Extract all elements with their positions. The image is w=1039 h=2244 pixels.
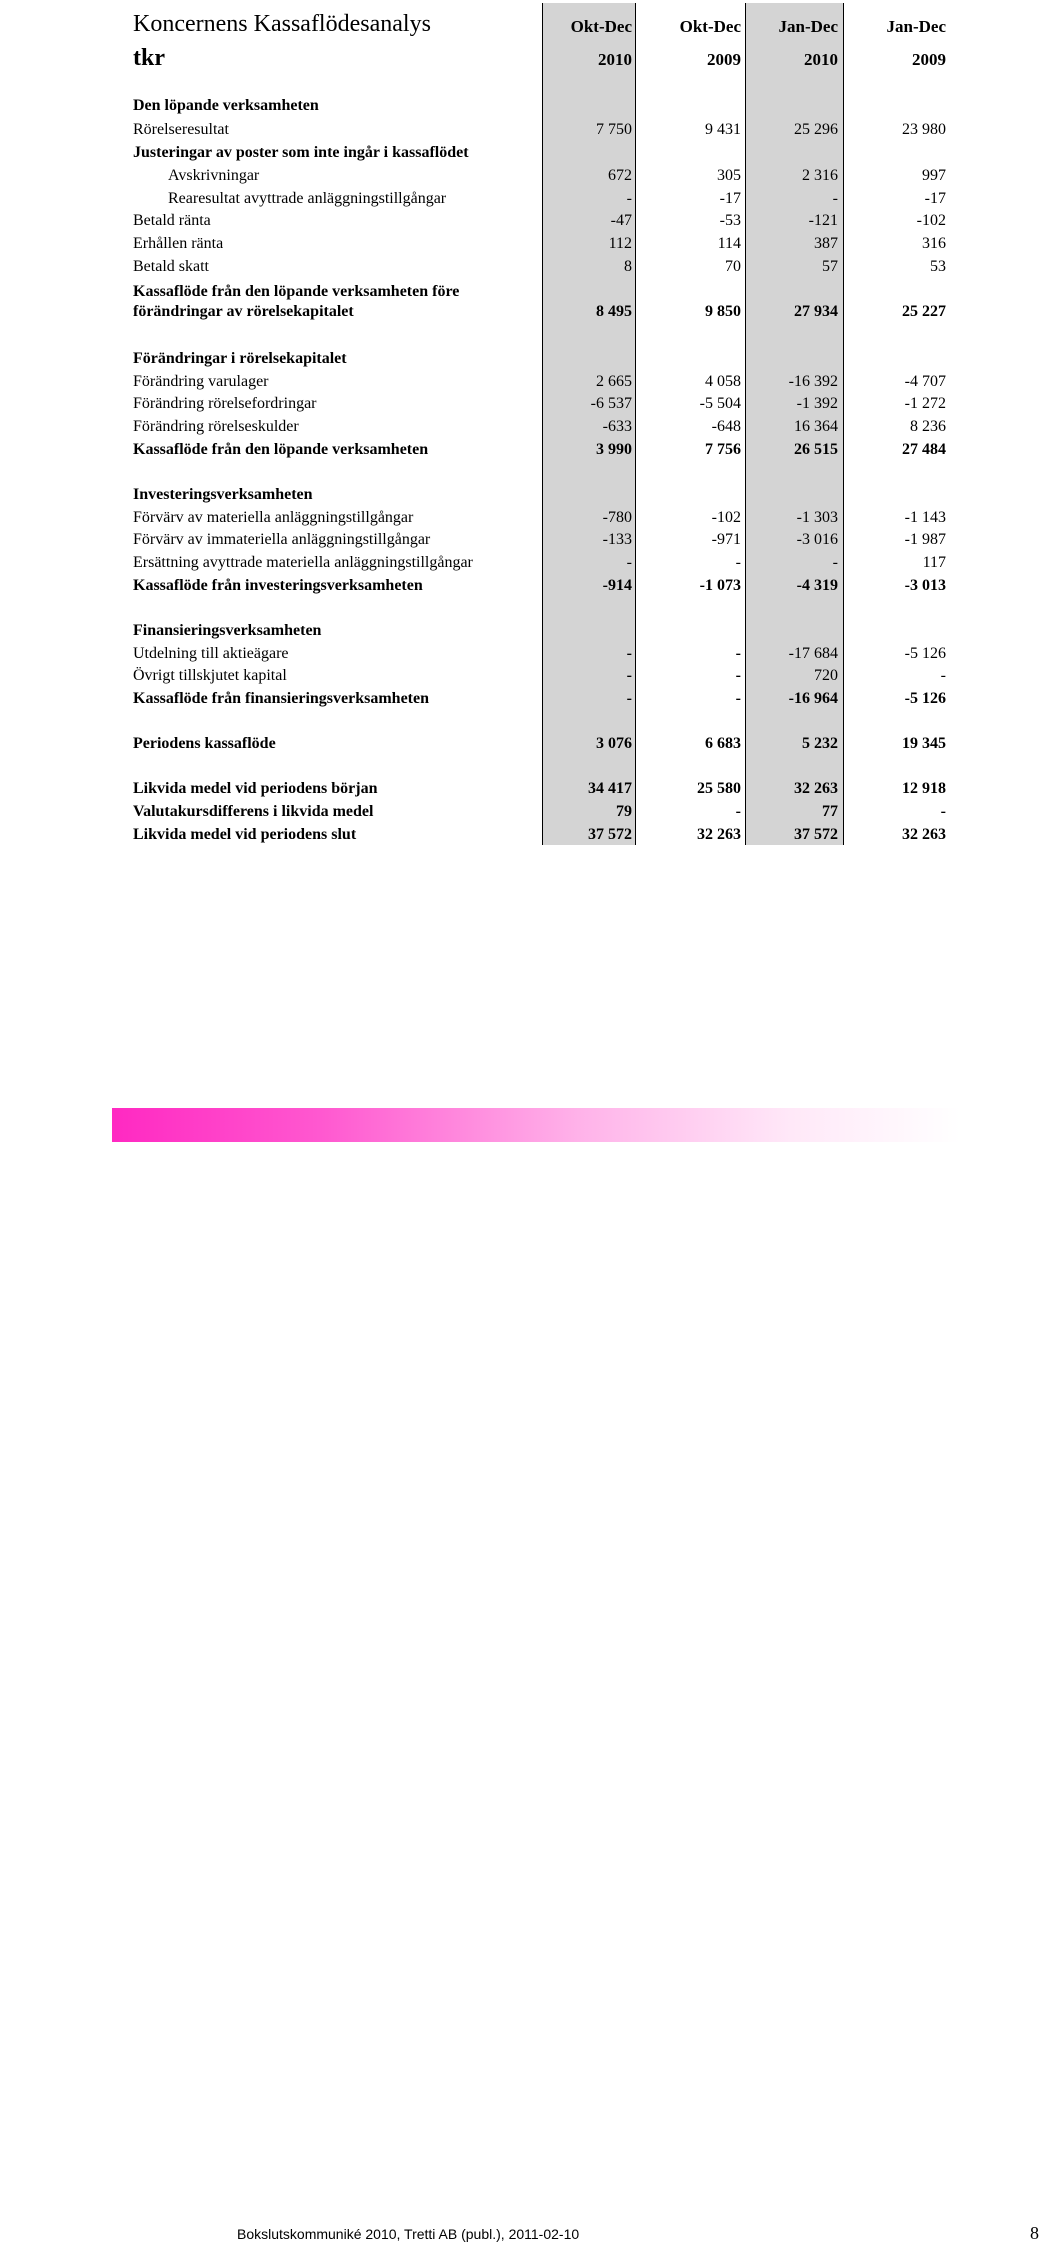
total-row [0,825,960,845]
cell-okt-dec-2009: -17 [719,190,741,207]
cell-jan-dec-2009: -4 707 [904,373,946,390]
cell-jan-dec-2010: -16 392 [788,373,838,390]
row-label: Periodens kassaflöde [133,735,276,752]
column-header-period: Okt-Dec [679,17,741,36]
subtotal-row [0,689,960,709]
row-label: Erhållen ränta [133,235,224,252]
table-row [0,417,960,437]
cell-jan-dec-2009: 316 [922,235,946,252]
row-label: Investeringsverksamheten [133,486,313,503]
cell-jan-dec-2009: 53 [930,258,946,275]
cell-okt-dec-2010: 34 417 [588,780,632,797]
cell-okt-dec-2009: -5 504 [699,395,741,412]
cell-jan-dec-2010: -1 392 [796,395,838,412]
row-label: Betald ränta [133,212,211,229]
cell-jan-dec-2009: -5 126 [904,645,946,662]
cell-jan-dec-2009: -1 143 [904,509,946,526]
table-row [0,234,960,254]
cell-okt-dec-2009: 7 756 [705,441,741,458]
cell-okt-dec-2009: -102 [711,509,741,526]
cell-okt-dec-2009: 305 [717,167,741,184]
cell-okt-dec-2009: 4 058 [705,373,741,390]
column-header-period: Jan-Dec [886,17,946,36]
total-row [0,802,960,822]
cell-jan-dec-2010: -4 319 [796,577,838,594]
cell-okt-dec-2009: 9 850 [705,303,741,320]
cell-okt-dec-2009: - [735,645,741,662]
cell-okt-dec-2010: 112 [608,235,632,252]
cell-jan-dec-2009: 19 345 [902,735,946,752]
row-label: Kassaflöde från investeringsverksamheten [133,577,423,594]
cell-okt-dec-2010: - [626,554,632,571]
cell-okt-dec-2010: - [626,645,632,662]
table-row [0,530,960,550]
cell-okt-dec-2009: - [735,803,741,820]
cell-jan-dec-2009: -3 013 [904,577,946,594]
cell-jan-dec-2009: 32 263 [902,826,946,843]
cell-jan-dec-2009: 997 [922,167,946,184]
cell-jan-dec-2009: -17 [924,190,946,207]
cell-okt-dec-2010: -780 [602,509,632,526]
cell-jan-dec-2010: 37 572 [794,826,838,843]
cell-jan-dec-2009: 12 918 [902,780,946,797]
table-row [0,644,960,664]
cell-okt-dec-2010: 2 665 [596,373,632,390]
cell-okt-dec-2009: 6 683 [705,735,741,752]
cell-okt-dec-2009: -1 073 [699,577,741,594]
cell-jan-dec-2009: -5 126 [904,690,946,707]
table-row [0,553,960,573]
row-label: Ersättning avyttrade materiella anläggningstillgångar [133,554,473,571]
page-number: 8 [1030,2223,1039,2243]
table-row [0,508,960,528]
page-title: Koncernens Kassaflödesanalys [133,11,431,37]
row-label: Rörelseresultat [133,121,229,138]
table-row [0,189,960,209]
cell-jan-dec-2010: 77 [822,803,838,820]
column-header-year: 2009 [912,50,946,69]
table-row [0,120,960,140]
cell-jan-dec-2010: 16 364 [794,418,838,435]
row-label: Förändring varulager [133,373,269,390]
cell-okt-dec-2009: - [735,690,741,707]
cell-okt-dec-2010: 7 750 [596,121,632,138]
total-row [0,779,960,799]
table-row [0,666,960,686]
cell-okt-dec-2010: 37 572 [588,826,632,843]
cell-jan-dec-2009: - [940,667,946,684]
cell-jan-dec-2010: 5 232 [802,735,838,752]
section-heading [0,621,960,641]
row-label: Avskrivningar [168,167,260,184]
table-row [0,257,960,277]
subtotal-row [0,440,960,460]
row-label: Valutakursdifferens i likvida medel [133,803,374,820]
cell-jan-dec-2009: 8 236 [910,418,946,435]
cell-jan-dec-2010: 32 263 [794,780,838,797]
row-label: Förvärv av materiella anläggningstillgångar [133,509,414,526]
section-heading [0,485,960,505]
row-label: Utdelning till aktieägare [133,645,289,662]
cell-jan-dec-2010: 2 316 [802,167,838,184]
row-label: Kassaflöde från finansieringsverksamheten [133,690,429,707]
section-heading [0,96,960,116]
cell-okt-dec-2010: - [626,667,632,684]
cell-jan-dec-2009: -1 987 [904,531,946,548]
cell-okt-dec-2009: 70 [725,258,741,275]
row-label: Justeringar av poster som inte ingår i kassaflödet [133,144,469,161]
cell-okt-dec-2009: -971 [711,531,741,548]
cell-okt-dec-2009: 32 263 [697,826,741,843]
column-header-year: 2009 [707,50,741,69]
total-row [0,734,960,754]
cell-okt-dec-2010: -133 [602,531,632,548]
cell-jan-dec-2010: 26 515 [794,441,838,458]
column-header-period: Okt-Dec [570,17,632,36]
row-label: förändringar av rörelsekapitalet [133,303,354,320]
cell-jan-dec-2010: 387 [814,235,838,252]
subtotal-row [0,576,960,596]
cell-jan-dec-2009: -102 [916,212,946,229]
cell-okt-dec-2010: -47 [610,212,632,229]
row-label: Likvida medel vid periodens slut [133,826,357,843]
subtotal-heading [0,282,960,302]
row-label: Kassaflöde från den löpande verksamheten [133,441,429,458]
cell-okt-dec-2009: - [735,667,741,684]
cell-jan-dec-2009: 23 980 [902,121,946,138]
row-label: Den löpande verksamheten [133,97,319,114]
section-heading [0,349,960,369]
cell-okt-dec-2009: -648 [711,418,741,435]
cell-okt-dec-2009: 9 431 [705,121,741,138]
row-label: Förändring rörelsefordringar [133,395,317,412]
cell-jan-dec-2009: - [940,803,946,820]
row-label: Kassaflöde från den löpande verksamheten före [133,283,460,300]
cell-jan-dec-2010: -16 964 [788,690,838,707]
cell-okt-dec-2010: -633 [602,418,632,435]
cell-jan-dec-2009: 25 227 [902,303,946,320]
cell-jan-dec-2009: 117 [922,554,946,571]
unit-label: tkr [133,45,165,71]
cell-jan-dec-2010: -17 684 [788,645,838,662]
cell-okt-dec-2010: 3 076 [596,735,632,752]
table-row [0,394,960,414]
cell-okt-dec-2010: - [626,190,632,207]
cell-okt-dec-2009: 114 [717,235,741,252]
section-heading [0,143,960,163]
cell-okt-dec-2009: 25 580 [697,780,741,797]
row-label: Övrigt tillskjutet kapital [133,667,287,684]
footer-text: Bokslutskommuniké 2010, Tretti AB (publ.), 2011-02-10 [237,2226,580,2242]
cell-jan-dec-2009: -1 272 [904,395,946,412]
table-row [0,372,960,392]
column-header-period: Jan-Dec [778,17,838,36]
row-label: Förändringar i rörelsekapitalet [133,350,347,367]
cell-okt-dec-2009: - [735,554,741,571]
column-header-year: 2010 [598,50,632,69]
row-label: Förändring rörelseskulder [133,418,299,435]
row-label: Förvärv av immateriella anläggningstillgångar [133,531,431,548]
cell-okt-dec-2010: 3 990 [596,441,632,458]
cell-okt-dec-2010: 79 [616,803,632,820]
column-header-year: 2010 [804,50,838,69]
cell-okt-dec-2010: - [626,690,632,707]
cell-okt-dec-2010: -914 [602,577,632,594]
cell-okt-dec-2010: -6 537 [590,395,632,412]
subtotal-row [0,302,960,322]
cell-okt-dec-2010: 672 [608,167,632,184]
cell-jan-dec-2010: -1 303 [796,509,838,526]
cell-jan-dec-2010: - [832,190,838,207]
cell-okt-dec-2010: 8 [624,258,632,275]
cell-okt-dec-2009: -53 [719,212,741,229]
page-footer-content [112,1108,1039,2243]
table-row [0,166,960,186]
cell-jan-dec-2010: -121 [808,212,838,229]
cell-okt-dec-2010: 8 495 [596,303,632,320]
row-label: Betald skatt [133,258,209,275]
table-row [0,211,960,231]
cell-jan-dec-2010: 57 [822,258,838,275]
row-label: Finansieringsverksamheten [133,622,322,639]
cell-jan-dec-2010: 27 934 [794,303,838,320]
cell-jan-dec-2010: -3 016 [796,531,838,548]
cell-jan-dec-2009: 27 484 [902,441,946,458]
cell-jan-dec-2010: 720 [814,667,838,684]
row-label: Likvida medel vid periodens början [133,780,378,797]
cell-jan-dec-2010: 25 296 [794,121,838,138]
cell-jan-dec-2010: - [832,554,838,571]
row-label: Rearesultat avyttrade anläggningstillgångar [168,190,447,207]
